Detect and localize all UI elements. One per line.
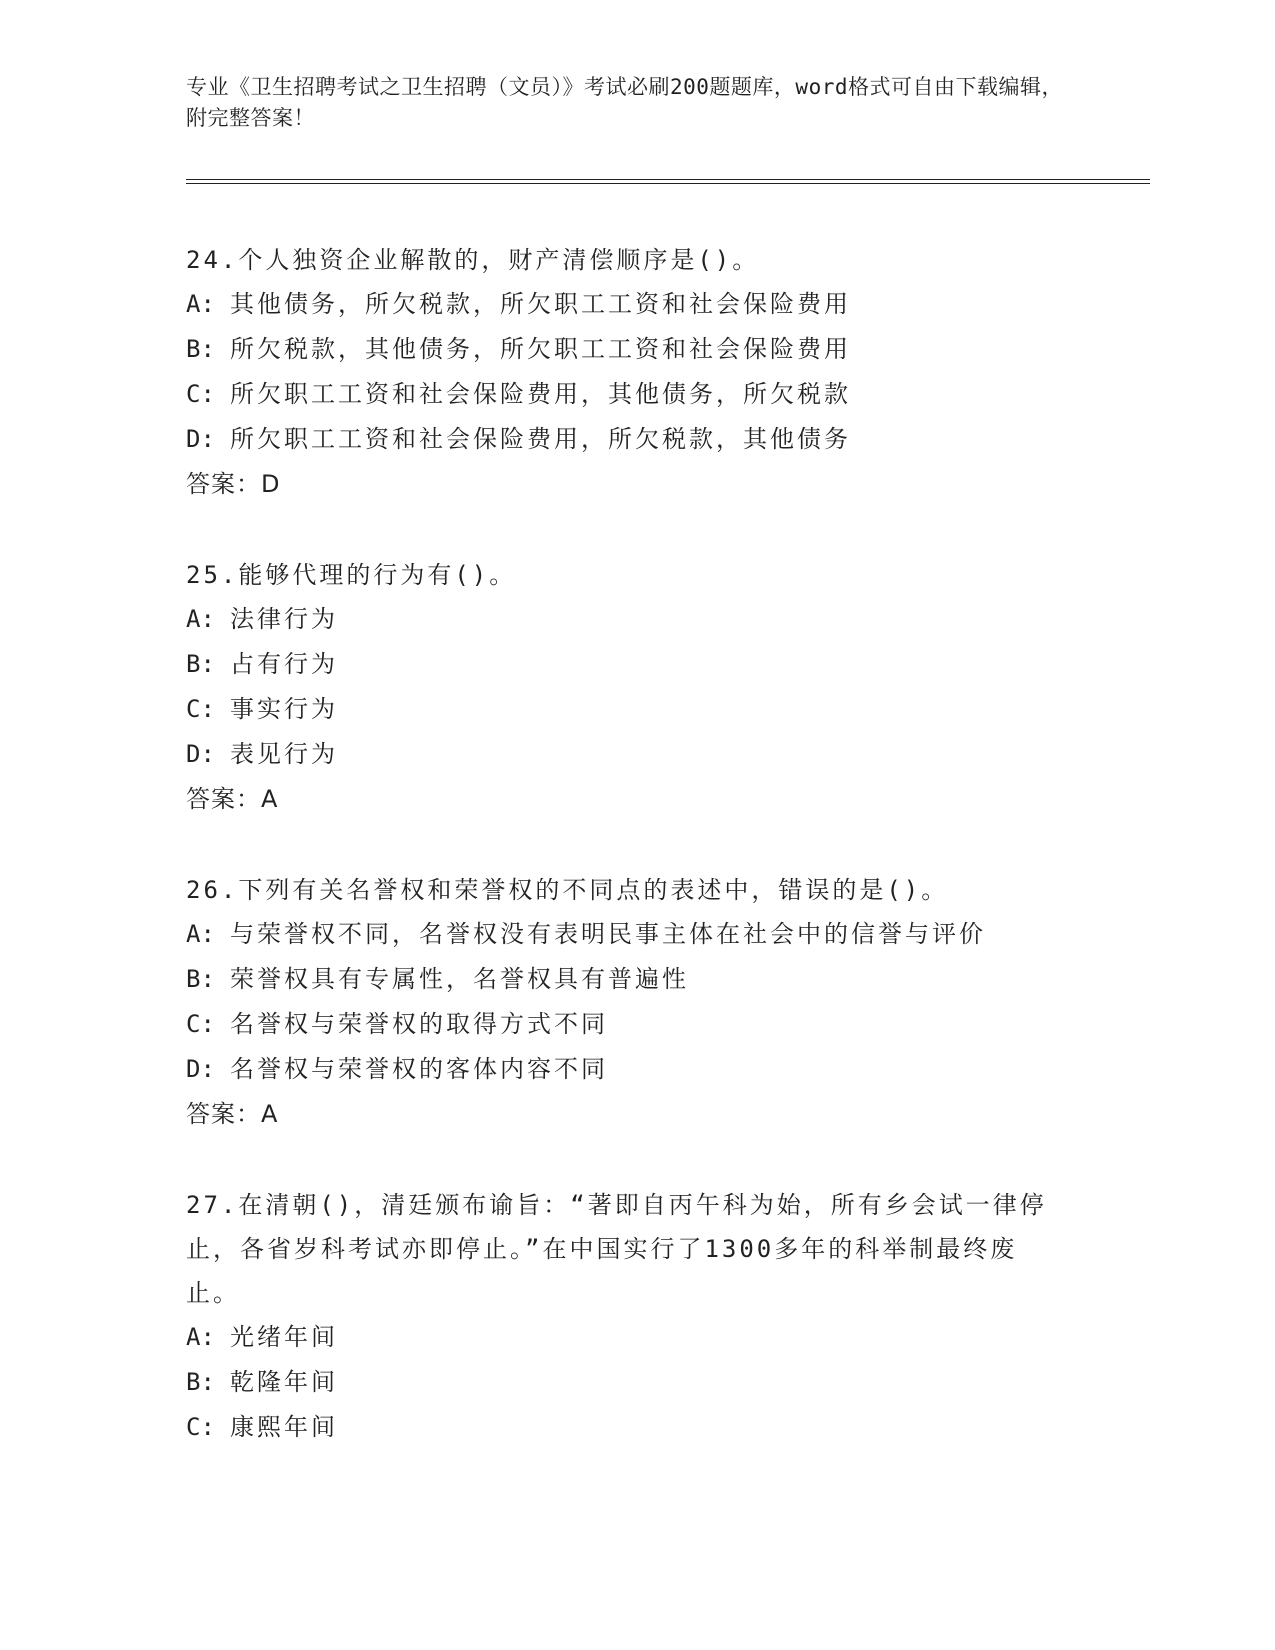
- option-d: [186, 417, 1086, 462]
- option-c: [186, 372, 1086, 417]
- option-a: [186, 912, 1086, 957]
- option-text: 事实行为: [230, 695, 338, 723]
- question-stem: 24.个人独资企业解散的，财产清偿顺序是()。: [186, 246, 760, 274]
- document-header: 专业《卫生招聘考试之卫生招聘（文员）》考试必刷200题题库，word格式可自由下载编辑，附完整答案！: [186, 75, 1063, 130]
- option-text: 所欠税款，其他债务，所欠职工工资和社会保险费用: [230, 335, 851, 363]
- question-stem: 27.在清朝()，清廷颁布谕旨：“著即自丙午科为始，所有乡会试一律停止，各省岁科考试亦即停止。”在中国实行了1300多年的科举制最终废止。: [186, 1191, 1047, 1307]
- option-key: D:: [186, 425, 215, 453]
- option-key: B:: [186, 965, 215, 993]
- option-key: B:: [186, 1368, 215, 1396]
- option-text: 光绪年间: [230, 1323, 338, 1351]
- option-text: 占有行为: [230, 650, 338, 678]
- option-key: A:: [186, 920, 215, 948]
- option-text: 表见行为: [230, 740, 338, 768]
- option-b: [186, 327, 1086, 372]
- option-text: 法律行为: [230, 605, 338, 633]
- option-c: [186, 1405, 1086, 1450]
- option-key: C:: [186, 380, 215, 408]
- option-key: D:: [186, 1055, 215, 1083]
- option-d: [186, 1047, 1086, 1092]
- option-key: C:: [186, 1413, 215, 1441]
- question-stem: 26.下列有关名誉权和荣誉权的不同点的表述中，错误的是()。: [186, 876, 949, 904]
- option-key: A:: [186, 1323, 215, 1351]
- answer-line: 答案：A: [186, 1100, 279, 1128]
- option-text: 与荣誉权不同，名誉权没有表明民事主体在社会中的信誉与评价: [230, 920, 986, 948]
- header-divider-top: [186, 179, 1150, 180]
- option-key: A:: [186, 605, 215, 633]
- question-26: [186, 868, 1086, 1137]
- option-b: [186, 642, 1086, 687]
- question-24: [186, 238, 1086, 507]
- answer-line: 答案：D: [186, 470, 281, 498]
- answer-line: 答案：A: [186, 785, 279, 813]
- option-key: B:: [186, 335, 215, 363]
- option-a: [186, 597, 1086, 642]
- option-c: [186, 1002, 1086, 1047]
- option-b: [186, 957, 1086, 1002]
- question-25: [186, 553, 1086, 822]
- question-27: [186, 1183, 1086, 1450]
- option-key: D:: [186, 740, 215, 768]
- question-list: [186, 238, 1086, 1496]
- option-text: 乾隆年间: [230, 1368, 338, 1396]
- option-key: C:: [186, 695, 215, 723]
- option-a: [186, 1315, 1086, 1360]
- option-text: 其他债务，所欠税款，所欠职工工资和社会保险费用: [230, 290, 851, 318]
- option-key: C:: [186, 1010, 215, 1038]
- question-stem: 25.能够代理的行为有()。: [186, 561, 517, 589]
- option-b: [186, 1360, 1086, 1405]
- option-a: [186, 282, 1086, 327]
- option-text: 荣誉权具有专属性，名誉权具有普遍性: [230, 965, 689, 993]
- option-key: B:: [186, 650, 215, 678]
- option-key: A:: [186, 290, 215, 318]
- option-c: [186, 687, 1086, 732]
- option-d: [186, 732, 1086, 777]
- option-text: 名誉权与荣誉权的客体内容不同: [230, 1055, 608, 1083]
- option-text: 所欠职工工资和社会保险费用，所欠税款，其他债务: [230, 425, 851, 453]
- option-text: 名誉权与荣誉权的取得方式不同: [230, 1010, 608, 1038]
- option-text: 所欠职工工资和社会保险费用，其他债务，所欠税款: [230, 380, 851, 408]
- option-text: 康熙年间: [230, 1413, 338, 1441]
- header-divider-bottom: [186, 183, 1150, 184]
